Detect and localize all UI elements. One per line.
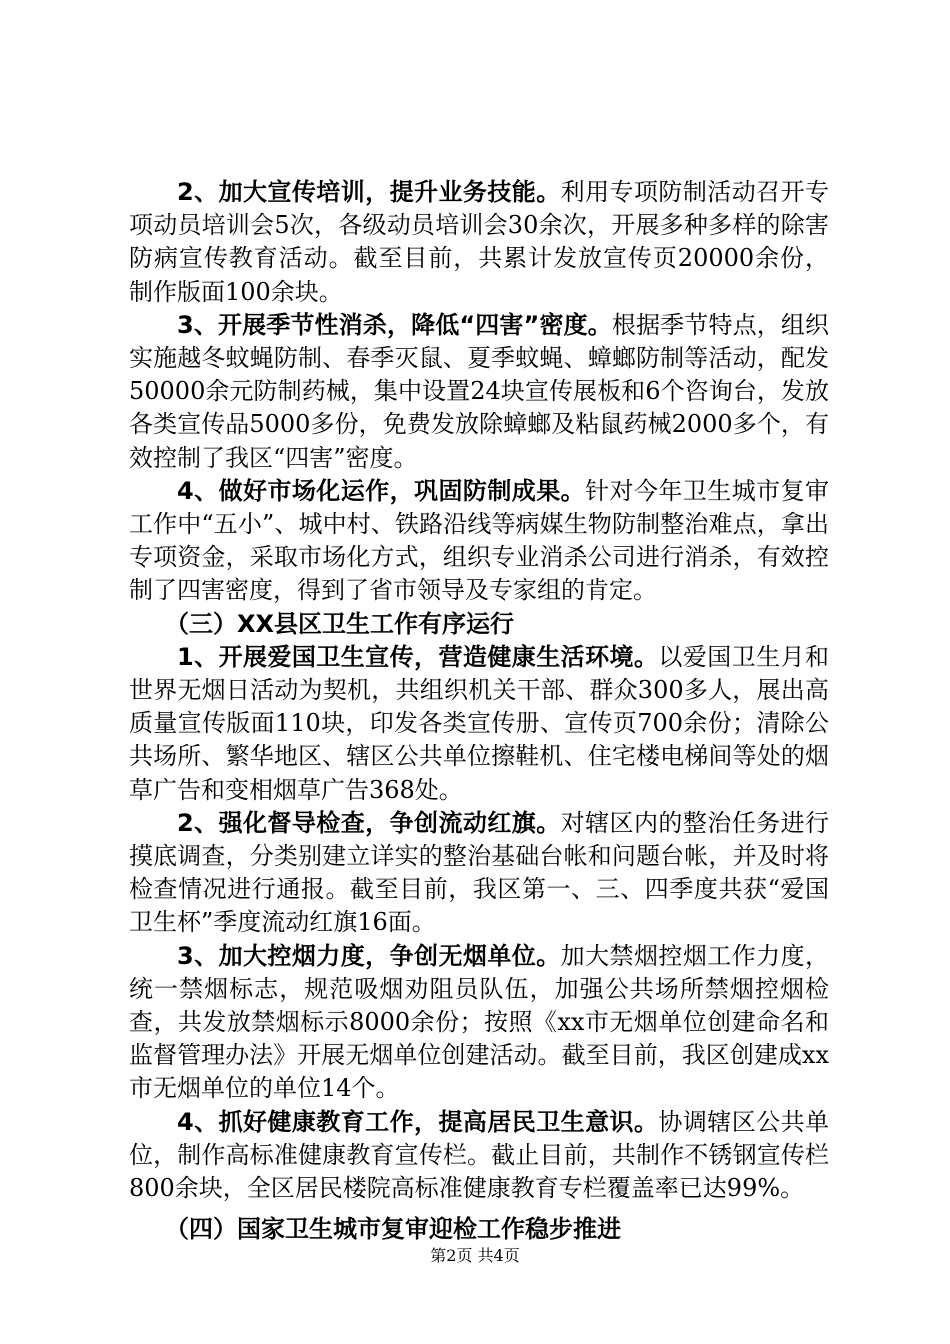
paragraph-lead: 1、开展爱国卫生宣传，营造健康生活环境。	[177, 642, 659, 671]
paragraph-text: 利用专项防制活动召开专项动员培训会5次，各级动员培训会30余次，开展多种多样的除害防病宣传教育活动。截至目前，共累计发放宣传页20000余份，制作版面100余块。	[129, 178, 830, 306]
paragraph-lead: 2、强化督导检查，争创流动红旗。	[177, 808, 561, 837]
paragraph-4	[129, 475, 829, 608]
section-heading-4: （四）国家卫生城市复审迎检工作稳步推进	[165, 1215, 621, 1244]
paragraph-lead: 4、抓好健康教育工作，提高居民卫生意识。	[177, 1107, 659, 1136]
document-body	[129, 176, 829, 1247]
paragraph-text: 加大禁烟控烟工作力度，统一禁烟标志，规范吸烟劝阻员队伍，加强公共场所禁烟控烟检查，共发放禁烟标示8000余份；按照《xx市无烟单位创建命名和监督管理办法》开展无烟单位创建活动。截至目前，我区创建成xx市无烟单位的单位14个。	[129, 941, 830, 1103]
paragraph-lead: 3、开展季节性消杀，降低“四害”密度。	[177, 310, 612, 339]
paragraph-text: 对辖区内的整治任务进行摸底调查，分类别建立详实的整治基础台帐和问题台帐，并及时将检查情况进行通报。截至目前，我区第一、三、四季度共获“爱国卫生杯”季度流动红旗16面。	[129, 808, 830, 937]
paragraph-text: 根据季节特点，组织实施越冬蚊蝇防制、春季灭鼠、夏季蚊蝇、蟑螂防制等活动，配发50000余元防制药械，集中设置24块宣传展板和6个咨询台，发放各类宣传品5000多份，免费发放除蟑螂及粘鼠药械2000多个，有效控制了我区“四害”密度。	[129, 310, 830, 472]
paragraph-3-3	[129, 940, 829, 1106]
paragraph-text: 协调辖区公共单位，制作高标准健康教育宣传栏。截止目前，共制作不锈钢宣传栏800余块，全区居民楼院高标准健康教育专栏覆盖率已达99%。	[129, 1107, 829, 1203]
paragraph-3	[129, 309, 829, 475]
paragraph-2	[129, 176, 829, 309]
paragraph-lead: 3、加大控烟力度，争创无烟单位。	[177, 941, 561, 970]
paragraph-lead: 4、做好市场化运作，巩固防制成果。	[177, 476, 586, 505]
paragraph-3-4	[129, 1106, 829, 1206]
section-heading-3: （三）XX县区卫生工作有序运行	[165, 609, 515, 638]
paragraph-3-1	[129, 641, 829, 807]
paragraph-3-2	[129, 807, 829, 940]
paragraph-lead: 2、加大宣传培训，提升业务技能。	[177, 178, 561, 206]
page-footer: 第2页 共4页	[430, 1246, 520, 1265]
paragraph-text: 针对今年卫生城市复审工作中“五小”、城中村、铁路沿线等病媒生物防制整治难点，拿出专项资金，采取市场化方式，组织专业消杀公司进行消杀，有效控制了四害密度，得到了省市领导及专家组的肯定。	[129, 476, 830, 605]
paragraph-text: 以爱国卫生月和世界无烟日活动为契机，共组织机关干部、群众300多人，展出高质量宣传版面110块，印发各类宣传册、宣传页700余份；清除公共场所、繁华地区、辖区公共单位擦鞋机、住宅楼电梯间等处的烟草广告和变相烟草广告368处。	[129, 642, 829, 804]
